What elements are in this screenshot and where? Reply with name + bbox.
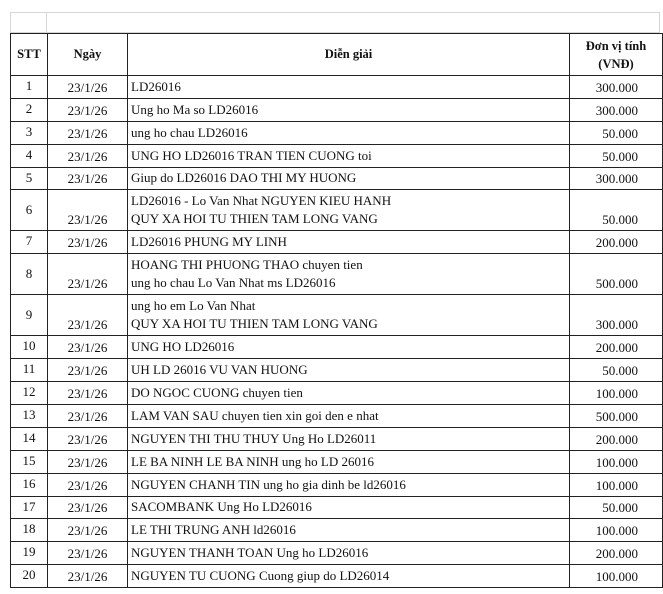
row-date-cell[interactable]: 23/1/26 [48,295,128,336]
row-description-cell[interactable] [128,565,570,588]
row-amount-cell[interactable]: 100.000 [570,565,663,588]
row-amount-cell[interactable]: 200.000 [570,542,663,565]
description-line: NGUYEN THANH TOAN Ung ho LD26016 [131,545,369,561]
row-stt-cell[interactable]: 16 [11,473,48,496]
description-line: Giup do LD26016 DAO THI MY HUONG [131,170,357,186]
header-unit[interactable] [570,34,663,76]
description-line: NGUYEN TU CUONG Cuong giup do LD26014 [131,568,390,584]
row-stt-cell[interactable]: 19 [11,542,48,565]
row-date-cell[interactable]: 23/1/26 [48,76,128,99]
row-stt-cell[interactable]: 18 [11,519,48,542]
row-date-cell[interactable]: 23/1/26 [48,336,128,359]
row-stt-cell[interactable]: 15 [11,450,48,473]
table-row [11,98,663,121]
row-date-cell[interactable]: 23/1/26 [48,473,128,496]
spreadsheet-top-strip [0,0,663,34]
description-line: LE THI TRUNG ANH ld26016 [131,522,296,538]
row-date-cell[interactable]: 23/1/26 [48,167,128,190]
row-amount-cell[interactable]: 500.000 [570,254,663,295]
header-date[interactable]: Ngày [48,34,128,76]
row-stt-cell[interactable]: 1 [11,76,48,99]
row-stt-cell[interactable]: 6 [11,190,48,231]
row-date-cell[interactable]: 23/1/26 [48,231,128,254]
row-description-cell[interactable] [128,98,570,121]
table-row [11,519,663,542]
table-row [11,405,663,428]
row-amount-cell[interactable]: 100.000 [570,519,663,542]
row-stt-cell[interactable]: 2 [11,98,48,121]
description-line: ung ho chau LD26016 [131,124,248,140]
row-date-cell[interactable]: 23/1/26 [48,98,128,121]
empty-cell[interactable] [46,12,660,33]
row-description-cell[interactable] [128,121,570,144]
description-line: HOANG THI PHUONG THAO chuyen tien [131,257,363,273]
row-amount-cell[interactable]: 50.000 [570,190,663,231]
row-amount-cell[interactable]: 100.000 [570,382,663,405]
table-row [11,359,663,382]
row-description-cell[interactable] [128,496,570,519]
row-amount-cell[interactable]: 50.000 [570,496,663,519]
row-amount-cell[interactable]: 100.000 [570,450,663,473]
row-description-cell[interactable] [128,519,570,542]
row-description-cell[interactable] [128,542,570,565]
row-amount-cell[interactable]: 100.000 [570,473,663,496]
row-date-cell[interactable]: 23/1/26 [48,144,128,167]
row-description-cell[interactable] [128,450,570,473]
row-description-cell[interactable] [128,359,570,382]
table-row [11,121,663,144]
row-stt-cell[interactable]: 20 [11,565,48,588]
row-description-cell[interactable] [128,144,570,167]
description-line: QUY XA HOI TU THIEN TAM LONG VANG [131,211,378,227]
row-description-cell[interactable] [128,295,570,336]
row-date-cell[interactable]: 23/1/26 [48,519,128,542]
row-amount-cell[interactable]: 300.000 [570,295,663,336]
table-row [11,254,663,295]
description-line: SACOMBANK Ung Ho LD26016 [131,499,312,515]
row-amount-cell[interactable]: 500.000 [570,405,663,428]
row-date-cell[interactable]: 23/1/26 [48,359,128,382]
row-stt-cell[interactable]: 5 [11,167,48,190]
table-row [11,190,663,231]
row-description-cell[interactable] [128,76,570,99]
row-stt-cell[interactable]: 7 [11,231,48,254]
description-line: LAM VAN SAU chuyen tien xin goi den e nhat [131,407,379,423]
table-row [11,76,663,99]
row-amount-cell[interactable]: 300.000 [570,98,663,121]
table-row [11,295,663,336]
table-row [11,167,663,190]
description-line: ung ho chau Lo Van Nhat ms LD26016 [131,275,336,291]
table-body [11,76,663,588]
row-date-cell[interactable]: 23/1/26 [48,565,128,588]
header-unit-line2: (VNĐ) [598,56,634,71]
table-row [11,542,663,565]
row-date-cell[interactable]: 23/1/26 [48,450,128,473]
description-line: ung ho em Lo Van Nhat [131,298,256,314]
row-description-cell[interactable] [128,336,570,359]
description-line: NGUYEN CHANH TIN ung ho gia dinh be ld26016 [131,476,406,492]
row-stt-cell[interactable]: 13 [11,405,48,428]
description-line: LE BA NINH LE BA NINH ung ho LD 26016 [131,453,375,469]
row-stt-cell[interactable]: 14 [11,427,48,450]
row-amount-cell[interactable]: 50.000 [570,359,663,382]
row-date-cell[interactable]: 23/1/26 [48,427,128,450]
row-description-cell[interactable] [128,405,570,428]
row-amount-cell[interactable]: 200.000 [570,336,663,359]
row-stt-cell[interactable]: 10 [11,336,48,359]
row-amount-cell[interactable]: 300.000 [570,167,663,190]
row-date-cell[interactable]: 23/1/26 [48,496,128,519]
table-row [11,565,663,588]
row-date-cell[interactable]: 23/1/26 [48,382,128,405]
row-description-cell[interactable] [128,231,570,254]
description-line: UNG HO LD26016 TRAN TIEN CUONG toi [131,147,372,163]
table-row [11,496,663,519]
row-date-cell[interactable]: 23/1/26 [48,254,128,295]
row-amount-cell[interactable]: 200.000 [570,231,663,254]
row-amount-cell[interactable]: 50.000 [570,144,663,167]
donation-table [10,33,663,588]
row-stt-cell[interactable]: 4 [11,144,48,167]
description-line: DO NGOC CUONG chuyen tien [131,385,303,401]
row-stt-cell[interactable]: 8 [11,254,48,295]
table-row [11,144,663,167]
description-line: LD26016 PHUNG MY LINH [131,234,287,250]
row-date-cell[interactable]: 23/1/26 [48,542,128,565]
description-line: Ung ho Ma so LD26016 [131,101,259,117]
row-stt-cell[interactable]: 3 [11,121,48,144]
row-description-cell[interactable] [128,167,570,190]
description-line: LD26016 - Lo Van Nhat NGUYEN KIEU HANH [131,193,392,209]
row-amount-cell[interactable]: 200.000 [570,427,663,450]
header-description[interactable]: Diễn giải [128,34,570,76]
table-row [11,450,663,473]
header-row [11,34,663,76]
row-description-cell[interactable] [128,382,570,405]
description-line: UH LD 26016 VU VAN HUONG [131,362,308,378]
row-stt-cell[interactable]: 11 [11,359,48,382]
table-row [11,336,663,359]
row-amount-cell[interactable]: 50.000 [570,121,663,144]
header-unit-line1: Đơn vị tính [585,38,647,53]
row-description-cell[interactable] [128,473,570,496]
table-row [11,427,663,450]
empty-cell[interactable] [10,12,46,33]
row-amount-cell[interactable]: 300.000 [570,76,663,99]
description-line: QUY XA HOI TU THIEN TAM LONG VANG [131,316,378,332]
table-row [11,231,663,254]
row-date-cell[interactable]: 23/1/26 [48,121,128,144]
row-date-cell[interactable]: 23/1/26 [48,405,128,428]
table-row [11,473,663,496]
description-line: NGUYEN THI THU THUY Ung Ho LD26011 [131,430,377,446]
row-stt-cell[interactable]: 17 [11,496,48,519]
table-row [11,382,663,405]
row-stt-cell[interactable]: 12 [11,382,48,405]
description-line: LD26016 [131,78,181,94]
row-description-cell[interactable] [128,254,570,295]
header-stt[interactable]: STT [11,34,48,76]
description-line: UNG HO LD26016 [131,339,235,355]
row-description-cell[interactable] [128,190,570,231]
row-date-cell[interactable]: 23/1/26 [48,190,128,231]
row-stt-cell[interactable]: 9 [11,295,48,336]
row-description-cell[interactable] [128,427,570,450]
